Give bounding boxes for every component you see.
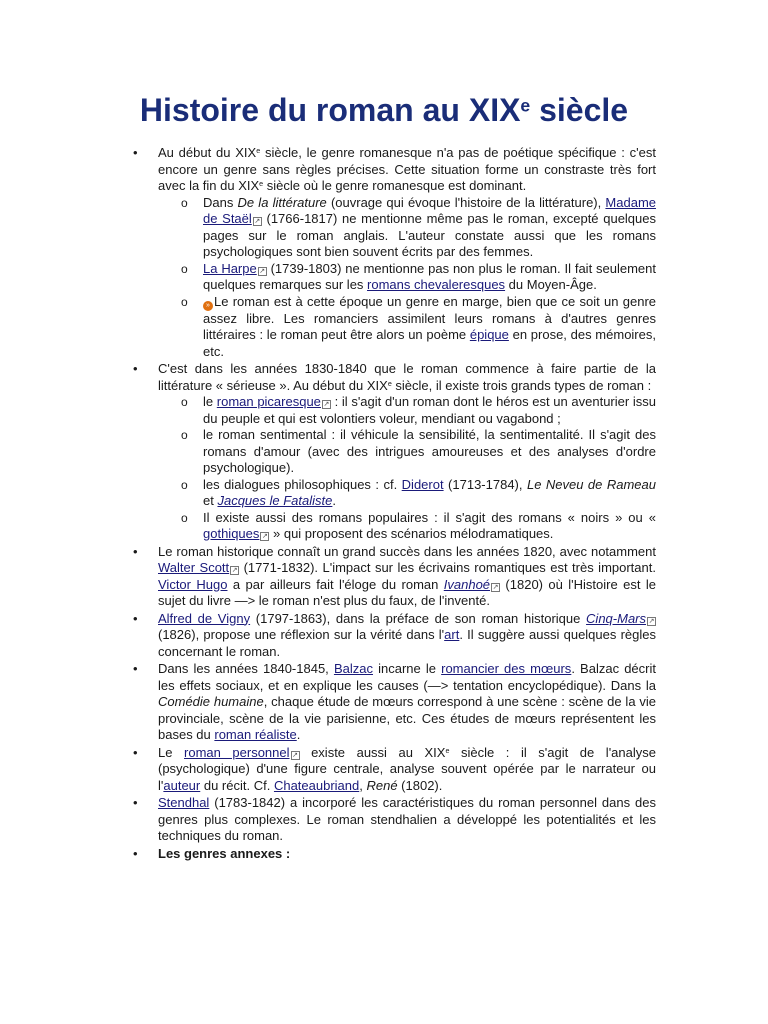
link-auteur[interactable]: auteur: [163, 777, 201, 793]
external-link-icon[interactable]: ↗: [323, 401, 330, 408]
link-alfred-de-vigny[interactable]: Alfred de Vigny: [158, 610, 251, 626]
external-link-icon[interactable]: ↗: [254, 218, 261, 225]
list-item: [133, 845, 656, 863]
link-romancier-des-moeurs[interactable]: romancier des mœurs: [441, 661, 572, 676]
link-madame-de-stael[interactable]: Madame de Staël: [203, 194, 656, 226]
section-heading: Les genres annexes :: [158, 845, 291, 861]
external-link-icon[interactable]: ↗: [259, 267, 266, 275]
sub-list-item: o Il existe aussi des romans populaires : il s'agit des romans « noirs » ou « gothiques ↗ » qui proposent des scénarios mélodramatiques.: [181, 509, 656, 541]
list-item: • Au début du XIXe siècle, le genre romanesque n'a pas de poétique spécifique : c'est encore un genre sans règles précises. Cette situation forme un constraste très fort avec la fin du XIXe siècle où le genre romanesque est dominant. o Dans De la littérature (ouvrage qui évoque l'histoire de la littérature), Madame de Staël ↗ (1766-1817) ne mentionne même pas le roman, excepté quelques pages sur le roman anglais. L'auteur constate aussi que les romans psychologiques sont bien souvent écrits par des femmes. o La Harpe ↗ (1739-1803) ne mentionne pas non plus le roman. Il fait seulement quelques remarques sur les romans chevaleresques du Moyen-Âge. o » Le roman est à cette époque un genre en marge, bien que ce soit un genre assez libre. Les romanciers assimilent leurs romans à d'autres genres littéraires : le roman peut être alors un poème épique en prose, des mémoires, etc.: [133, 145, 657, 359]
sub-bullet-icon: o: [181, 510, 188, 525]
sub-bullet-icon: o: [181, 477, 188, 492]
link-victor-hugo[interactable]: Victor Hugo: [158, 576, 228, 592]
link-la-harpe[interactable]: La Harpe: [203, 260, 257, 276]
list-item: • Le roman personnel ↗ existe aussi au XIXe siècle : il s'agit de l'analyse (psychologique) d'une figure centrale, analyse souvent opérée par le narrateur ou l'auteur du récit. Cf. Chateaubriand, René (1802).: [133, 744, 656, 793]
external-link-icon[interactable]: ↗: [492, 583, 499, 591]
link-romans-chevaleresques[interactable]: romans chevaleresques: [367, 277, 506, 292]
list-item: • Le roman historique connaît un grand succès dans les années 1820, avec notamment Walter Scott ↗ (1771-1832). L'impact sur les écrivains romantiques est très important. Victor Hugo a par ailleurs fait l'éloge du roman Ivanhoé ↗ (1820) où l'Histoire est le sujet du livre —> le roman n'est plus du faux, de l'inventé.: [133, 543, 656, 608]
link-walter-scott[interactable]: Walter Scott: [158, 560, 230, 575]
link-cinq-mars[interactable]: Cinq-Mars: [586, 610, 647, 626]
sub-list-item: o » Le roman est à cette époque un genre en marge, bien que ce soit un genre assez libre. Les romanciers assimilent leurs romans à d'autres genres littéraires : le roman peut être alors un poème épique en prose, des mémoires, etc.: [181, 293, 656, 359]
external-link-icon[interactable]: ↗: [261, 533, 268, 540]
bullet-icon: •: [133, 145, 138, 160]
list-item: • Dans les années 1840-1845, Balzac incarne le romancier des mœurs. Balzac décrit les effets sociaux, et en explique les causes (—> tentation encyclopédique). Dans la Comédie humaine, chaque étude de mœurs correspond à une scène : scène de la vie provinciale, scène de la vie parisienne, etc. Ces études de mœurs représentent les bases du roman réaliste.: [133, 661, 656, 742]
sub-list-item: o le roman sentimental : il véhicule la sensibilité, la sentimentalité. Il s'agit des romans d'amour (avec des intrigues amoureuses et des analyses d'ordre psychologique).: [181, 427, 656, 475]
bullet-icon: •: [133, 543, 138, 559]
sub-bullet-icon: o: [181, 294, 188, 309]
link-stendhal[interactable]: Stendhal: [158, 795, 210, 810]
sub-list-item: o le roman picaresque ↗ : il s'agit d'un roman dont le héros est un aventurier issu du peuple et qui est volontiers voleur, mendiant ou vagabond ;: [181, 394, 657, 426]
speaker-icon[interactable]: »: [203, 301, 213, 311]
bullet-icon: •: [133, 661, 138, 676]
list-item: • C'est dans les années 1830-1840 que le roman commence à faire partie de la littérature « sérieuse ». Au début du XIXe siècle, il existe trois grands types de roman : o le roman picaresque ↗ : il s'agit d'un roman dont le héros est un aventurier issu du peuple et qui est volontiers voleur, mendiant ou vagabond ; o le roman sentimental : il véhicule la sensibilité, la sentimentalité. Il s'agit des romans d'amour (avec des intrigues amoureuses et des analyses d'ordre psychologique). o les dialogues philosophiques : cf. Diderot (1713-1784), Le Neveu de Rameau et Jacques le Fataliste. o Il existe aussi des romans populaires : il s'agit des romans « noirs » ou « gothiques ↗ » qui proposent des scénarios mélodramatiques.: [133, 361, 657, 541]
link-balzac[interactable]: Balzac: [333, 661, 373, 676]
external-link-icon[interactable]: ↗: [231, 567, 238, 574]
sub-bullet-icon: o: [181, 195, 188, 210]
external-link-icon[interactable]: ↗: [648, 617, 655, 625]
bullet-icon: •: [133, 361, 138, 376]
link-roman-personnel[interactable]: roman personnel: [184, 744, 290, 760]
link-art[interactable]: art: [444, 627, 460, 642]
sub-list: [158, 195, 656, 361]
sub-bullet-icon: o: [181, 261, 188, 276]
external-link-icon[interactable]: ↗: [292, 751, 298, 759]
link-diderot[interactable]: Diderot: [401, 476, 444, 492]
bullet-icon: •: [133, 845, 138, 861]
content-column: [133, 145, 657, 862]
sub-bullet-icon: o: [181, 428, 188, 442]
sub-list-item: o Dans De la littérature (ouvrage qui évoque l'histoire de la littérature), Madame de Staël ↗ (1766-1817) ne mentionne même pas le roman, excepté quelques pages sur le roman anglais. L'auteur constate aussi que les romans psychologiques sont bien souvent écrits par des femmes.: [181, 194, 657, 259]
link-jacques-le-fataliste[interactable]: Jacques le Fataliste: [217, 493, 333, 508]
sub-list: [158, 394, 656, 543]
sub-bullet-icon: o: [181, 395, 188, 409]
link-roman-picaresque[interactable]: roman picaresque: [216, 394, 321, 409]
sub-list-item: o les dialogues philosophiques : cf. Diderot (1713-1784), Le Neveu de Rameau et Jacques le Fataliste.: [181, 476, 656, 508]
bullet-icon: •: [133, 744, 138, 760]
sub-list-item: o La Harpe ↗ (1739-1803) ne mentionne pas non plus le roman. Il fait seulement quelques remarques sur les romans chevaleresques du Moyen-Âge.: [181, 260, 657, 292]
link-ivanhoe[interactable]: Ivanhoé: [443, 576, 491, 592]
link-roman-realiste[interactable]: roman réaliste: [214, 727, 297, 742]
bullet-icon: •: [133, 610, 138, 626]
link-chateaubriand[interactable]: Chateaubriand: [273, 777, 360, 793]
list-item: • Alfred de Vigny (1797-1863), dans la préface de son roman historique Cinq-Mars ↗ (1826), propose une réflexion sur la vérité dans l'art. Il suggère aussi quelques règles concernant le roman.: [133, 610, 656, 659]
main-list: [133, 145, 657, 862]
bullet-icon: •: [133, 795, 138, 810]
page-title: Histoire du roman au XIXe siècle: [139, 92, 629, 128]
link-gothiques[interactable]: gothiques: [203, 526, 260, 541]
list-item: • Stendhal (1783-1842) a incorporé les caractéristiques du roman personnel dans des genres plus complexes. Le roman stendhalien a développé les potentialités et les techniques du roman.: [133, 795, 656, 843]
link-epique[interactable]: épique: [469, 327, 509, 342]
